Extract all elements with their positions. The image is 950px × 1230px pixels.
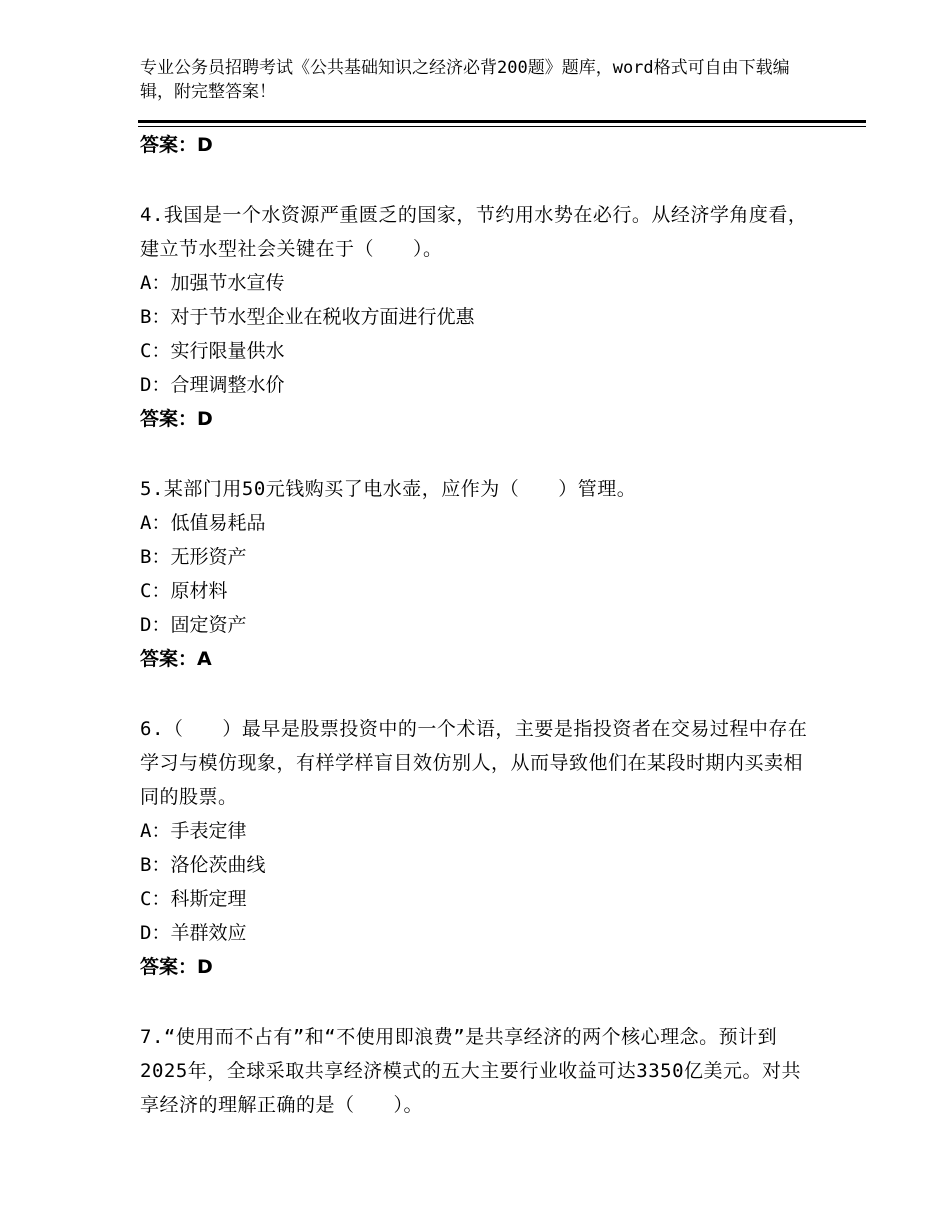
previous-answer: 答案：D: [140, 134, 213, 156]
answer: 答案：D: [140, 408, 213, 430]
question-text: 5.某部门用50元钱购买了电水壶，应作为（ ）管理。: [140, 478, 637, 500]
option-d: D：合理调整水价: [140, 374, 285, 396]
option-b: B：对于节水型企业在税收方面进行优惠: [140, 306, 475, 328]
option-a: A：低值易耗品: [140, 512, 266, 534]
question-list: [140, 128, 820, 1122]
option-c: C：实行限量供水: [140, 340, 285, 362]
question-4: [140, 198, 820, 436]
question-text: 7.“使用而不占有”和“不使用即浪费”是共享经济的两个核心理念。预计到2025年，全球采取共享经济模式的五大主要行业收益可达3350亿美元。对共享经济的理解正确的是（ ）。: [140, 1026, 802, 1116]
header-text: 专业公务员招聘考试《公共基础知识之经济必背200题》题库，word格式可自由下载编辑，附完整答案！: [140, 58, 790, 102]
option-c: C：科斯定理: [140, 888, 247, 910]
question-text: 4.我国是一个水资源严重匮乏的国家，节约用水势在必行。从经济学角度看，建立节水型社会关键在于（ ）。: [140, 204, 808, 260]
option-b: B：洛伦茨曲线: [140, 854, 266, 876]
page-header: [140, 56, 820, 104]
option-b: B：无形资产: [140, 546, 247, 568]
question-6: [140, 712, 820, 984]
question-5: [140, 472, 820, 676]
option-a: A：手表定律: [140, 820, 247, 842]
option-c: C：原材料: [140, 580, 228, 602]
option-d: D：固定资产: [140, 614, 247, 636]
answer: 答案：D: [140, 956, 213, 978]
answer: 答案：A: [140, 648, 212, 670]
question-text: 6.（ ）最早是股票投资中的一个术语，主要是指投资者在交易过程中存在学习与模仿现象，有样学样盲目效仿别人，从而导致他们在某段时期内买卖相同的股票。: [140, 718, 808, 808]
option-d: D：羊群效应: [140, 922, 247, 944]
option-a: A：加强节水宣传: [140, 272, 285, 294]
header-rule-thick: [138, 120, 866, 123]
header-rule-thin: [138, 126, 866, 127]
question-7: [140, 1020, 820, 1122]
